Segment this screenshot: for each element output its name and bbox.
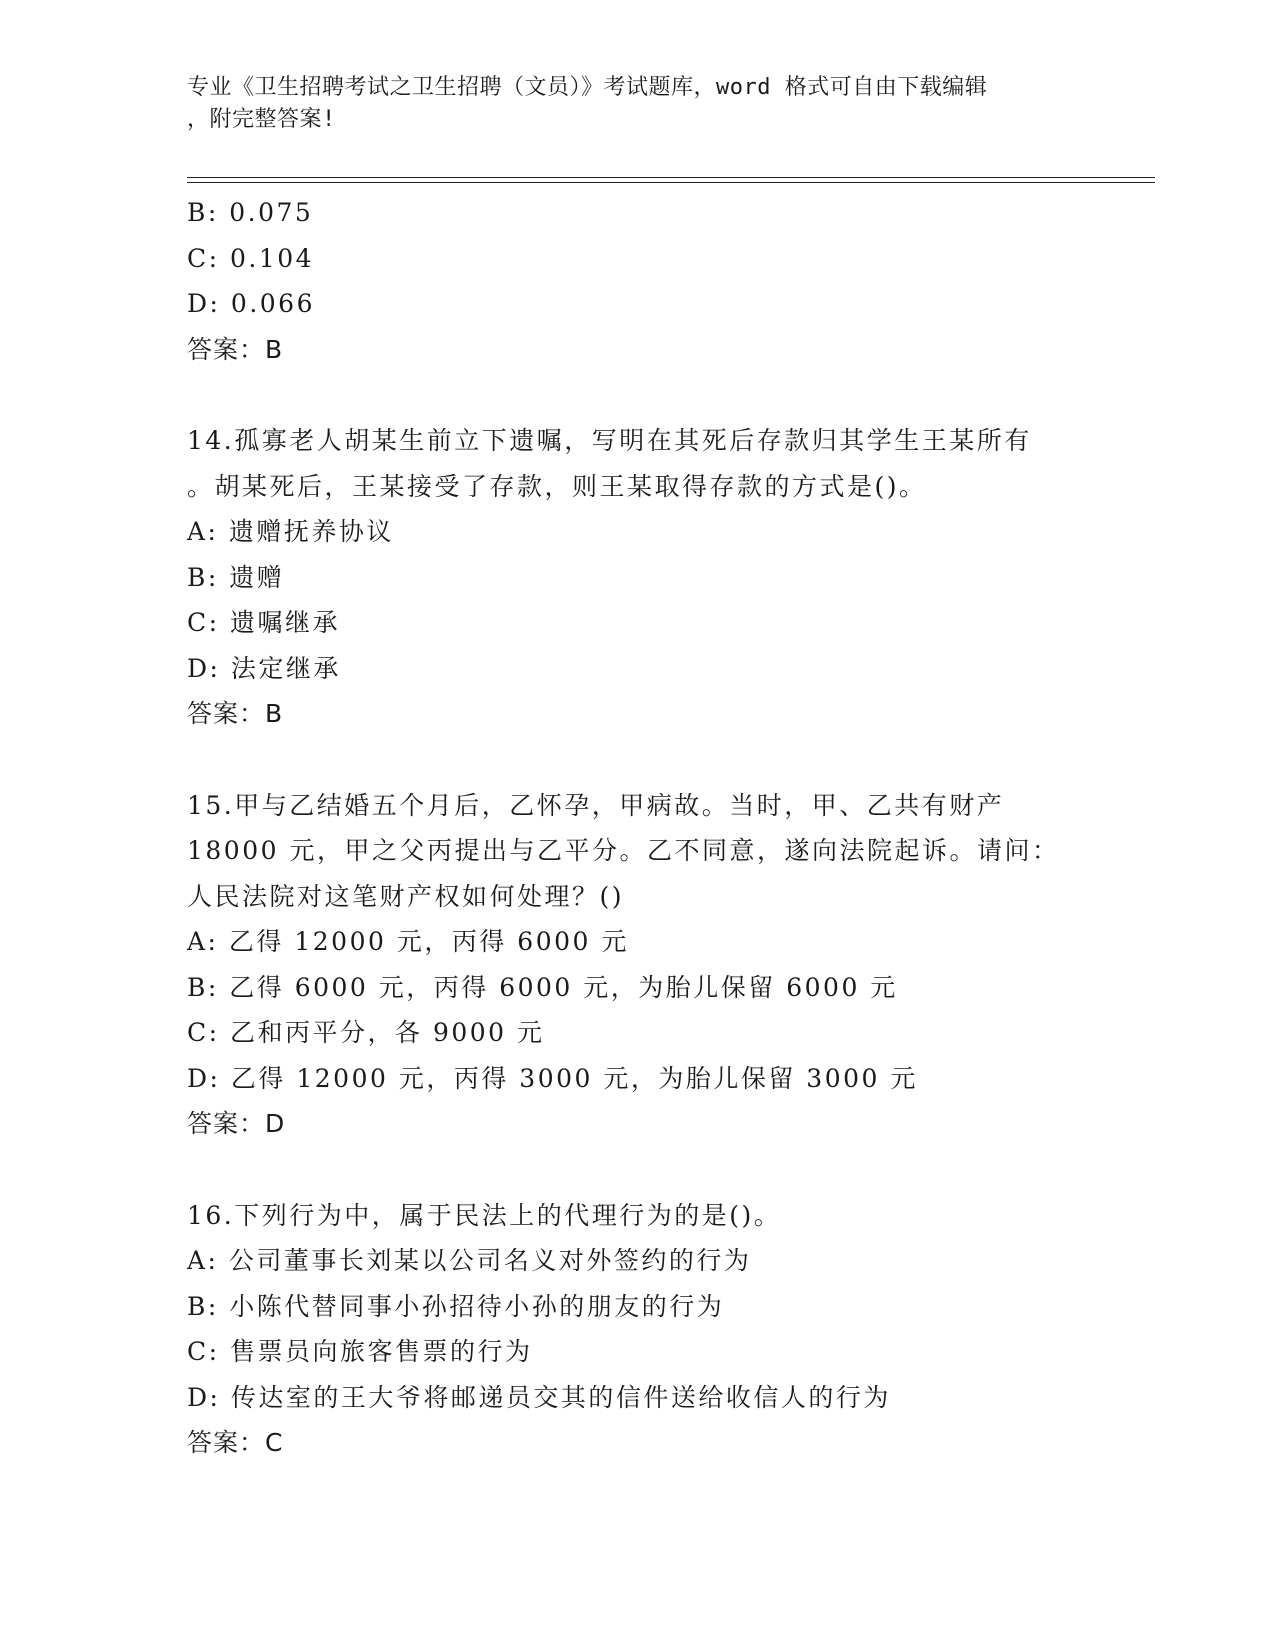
spacer xyxy=(187,372,1087,418)
header-line-1: 专业《卫生招聘考试之卫生招聘（文员）》考试题库，word 格式可自由下载编辑 xyxy=(187,75,988,100)
document-header xyxy=(187,72,1107,136)
spacer xyxy=(187,737,1087,783)
option-b: B: 乙得 6000 元，丙得 6000 元，为胎儿保留 6000 元 xyxy=(187,972,898,1002)
option-a: A: 公司董事长刘某以公司名义对外签约的行为 xyxy=(187,1246,752,1275)
option-d: D: 传达室的王大爷将邮递员交其的信件送给收信人的行为 xyxy=(187,1382,891,1412)
answer: 答案：B xyxy=(187,699,284,728)
option-a: A: 遗赠抚养协议 xyxy=(187,517,394,546)
option-c: C: 遗嘱继承 xyxy=(187,608,340,637)
answer: 答案：C xyxy=(187,1428,284,1457)
question-14 xyxy=(187,418,1087,737)
option-d: D: 0.066 xyxy=(187,289,315,318)
question-13-tail xyxy=(187,190,1087,372)
header-divider-bottom xyxy=(187,182,1155,183)
question-stem: 人民法院对这笔财产权如何处理？() xyxy=(187,881,625,911)
question-stem: 16.下列行为中，属于民法上的代理行为的是()。 xyxy=(187,1200,782,1230)
question-16 xyxy=(187,1193,1087,1466)
option-b: B: 小陈代替同事小孙招待小孙的朋友的行为 xyxy=(187,1291,725,1321)
answer: 答案：B xyxy=(187,334,284,364)
option-c: C: 乙和丙平分，各 9000 元 xyxy=(187,1018,545,1047)
option-c: C: 0.104 xyxy=(187,243,315,273)
question-stem: 14.孤寡老人胡某生前立下遗嘱，写明在其死后存款归其学生王某所有 xyxy=(187,426,1032,455)
option-c: C: 售票员向旅客售票的行为 xyxy=(187,1337,533,1366)
spacer xyxy=(187,1147,1087,1193)
answer: 答案：D xyxy=(187,1109,286,1138)
question-stem: 。胡某死后，王某接受了存款，则王某取得存款的方式是()。 xyxy=(187,471,927,501)
option-b: B: 0.075 xyxy=(187,198,314,227)
question-list xyxy=(187,190,1087,1466)
question-stem: 15.甲与乙结婚五个月后，乙怀孕，甲病故。当时，甲、乙共有财产 xyxy=(187,790,1005,820)
option-a: A: 乙得 12000 元，丙得 6000 元 xyxy=(187,927,629,956)
question-15 xyxy=(187,783,1087,1147)
header-divider-top xyxy=(187,177,1155,178)
header-line-2: ，附完整答案! xyxy=(187,107,336,132)
option-d: D: 乙得 12000 元，丙得 3000 元，为胎儿保留 3000 元 xyxy=(187,1063,918,1093)
option-b: B: 遗赠 xyxy=(187,562,285,592)
question-stem: 18000 元，甲之父丙提出与乙平分。乙不同意，遂向法院起诉。请问： xyxy=(187,836,1060,865)
option-d: D: 法定继承 xyxy=(187,653,341,683)
